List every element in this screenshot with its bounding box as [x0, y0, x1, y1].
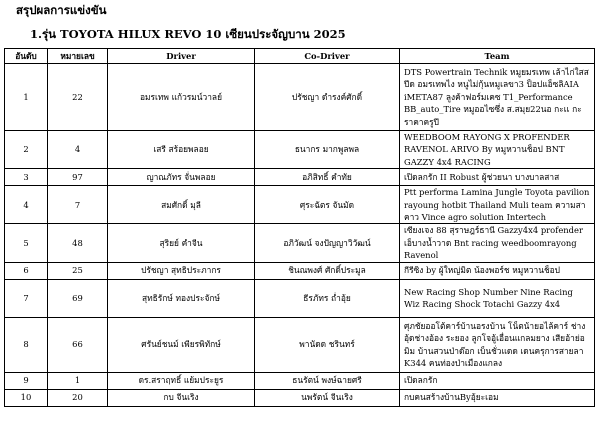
number-cell: 48 [48, 224, 108, 262]
team-cell: เปิดลกรัก II Robust ผู้ช่วยนา บางบาลสาส [400, 169, 595, 186]
driver-cell: ศรันย์ชนม์ เพียรพิทักษ์ [108, 317, 255, 372]
table-row [5, 64, 595, 131]
header-team: Team [400, 49, 595, 64]
team-cell: กบคนสร้างบ้านByอุ้ยะเอม [400, 389, 595, 406]
codriver-cell: อภิสิทธิ์ คำทัย [255, 169, 400, 186]
number-cell: 69 [48, 279, 108, 317]
codriver-cell: ชินณพงศ์ ศักดิ์ประมูล [255, 262, 400, 279]
driver-cell: ปรัชญา สุทธิประภากร [108, 262, 255, 279]
rank-cell: 8 [5, 317, 48, 372]
codriver-cell: นพรัตน์ จีนเริง [255, 389, 400, 406]
rank-cell: 1 [5, 64, 48, 131]
table-row [5, 169, 595, 186]
number-cell: 1 [48, 372, 108, 389]
driver-cell: สุริยย์ คำจีน [108, 224, 255, 262]
team-cell: New Racing Shop Number Nine Racing Wiz Racing Shock Totachi Gazzy 4x4 [400, 279, 595, 317]
page-heading: สรุปผลการแข่งขัน [16, 3, 107, 17]
header-driver: Driver [108, 49, 255, 64]
driver-cell: เสรี สร้อยพลอย [108, 131, 255, 169]
number-cell: 7 [48, 186, 108, 224]
table-row [5, 279, 595, 317]
number-cell: 25 [48, 262, 108, 279]
team-cell: กีรีซิง by ผู้ใหญ่มิต น้องพอร์ช หมูหวานช็อป [400, 262, 595, 279]
table-row [5, 317, 595, 372]
rank-cell: 2 [5, 131, 48, 169]
table-row [5, 186, 595, 224]
results-table [4, 48, 595, 407]
table-row [5, 372, 595, 389]
number-cell: 66 [48, 317, 108, 372]
rank-cell: 3 [5, 169, 48, 186]
team-cell: เปิดลกรัก [400, 372, 595, 389]
team-cell: DTS Powertrain Technik หมูยมรเทพ เล้าไก่ใสสปีด อมรเทพไง หนูไม่กุ้นหมูเลขา3 ป็อปแอ็ซลิAIA iMETA87 ลูงค้าฟอร์มเคซ T1_Performance BB_auto_Tire หมูออไซซึ่ง ส.สมุย22นอ กะเเ กะราคาครูปี [400, 64, 595, 131]
team-cell: WEEDBOOM RAYONG X PROFENDER RAVENOL ARIVO By หมูหวานช็อป BNT GAZZY 4x4 RACING [400, 131, 595, 169]
codriver-cell: ธนรัตน์ พงษ์ฉายศรี [255, 372, 400, 389]
codriver-cell: ปรัชญา ดำรงค์ศักดิ์ [255, 64, 400, 131]
number-cell: 4 [48, 131, 108, 169]
number-cell: 22 [48, 64, 108, 131]
table-row [5, 224, 595, 262]
number-cell: 97 [48, 169, 108, 186]
header-codriver: Co-Driver [255, 49, 400, 64]
rank-cell: 5 [5, 224, 48, 262]
table-row [5, 262, 595, 279]
rank-cell: 6 [5, 262, 48, 279]
team-cell: Ptt performa Lamina Jungle Toyota pavilion rayoung hotbit Thailand Muli team ความสาคาว Vince agro solution Intertech [400, 186, 595, 224]
driver-cell: ดร.สราฤทธิ์ แย้มประยูร [108, 372, 255, 389]
codriver-cell: ธีรภัทร ถ่ำอุ้ย [255, 279, 400, 317]
driver-cell: อมรเทพ แก้วรมน์วาลย์ [108, 64, 255, 131]
driver-cell: ญาณภัทร จั่นพลอย [108, 169, 255, 186]
driver-cell: กบ จีนเริง [108, 389, 255, 406]
rank-cell: 7 [5, 279, 48, 317]
codriver-cell: พานัดด ชรินทร์ [255, 317, 400, 372]
codriver-cell: ธนากร มากพูลพล [255, 131, 400, 169]
header-rank: อันดับ [5, 49, 48, 64]
number-cell: 20 [48, 389, 108, 406]
rank-cell: 9 [5, 372, 48, 389]
table-row [5, 131, 595, 169]
team-cell: ศุภชัยออโต้คาร์บ้านอรงบ้าน โน็ตน้ายอไล้คาร์ ช่างอุ้ดช่างอ้อง ระยอง ลูกโจอู้เอื่อนแกลมยาง เสียอ้าย่อมิม บ้านสวนป่าด๊อก เบ็นชั่วแดด เดนครุการสายลา K344 คนท่องป่าเมืองแกลง [400, 317, 595, 372]
rank-cell: 10 [5, 389, 48, 406]
driver-cell: สมศักดิ์ มุลี [108, 186, 255, 224]
team-cell: เซียงเจง 88 สุราษฎร์ธานี Gazzy4x4 profender เอ็บางน้ำวาด Bnt racing weedboomrayong Ravenol [400, 224, 595, 262]
codriver-cell: อภิวัฒน์ จงปัญญาวิวัฒน์ [255, 224, 400, 262]
table-header-row [5, 49, 595, 64]
codriver-cell: ศุระฉัตร จันมัด [255, 186, 400, 224]
driver-cell: สุทธิรักษ์ ทองประจักษ์ [108, 279, 255, 317]
rank-cell: 4 [5, 186, 48, 224]
header-number: หมายเลข [48, 49, 108, 64]
table-row [5, 389, 595, 406]
class-title: 1.รุ่น TOYOTA HILUX REVO 10 เซียนประจัญบาน 2025 [30, 27, 346, 41]
